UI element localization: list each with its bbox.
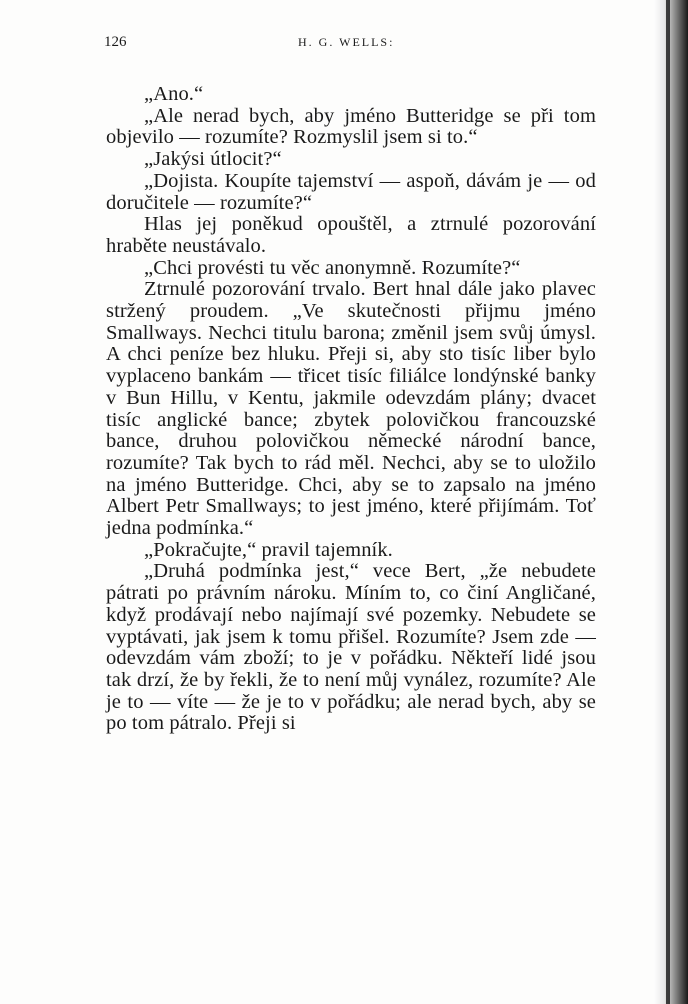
paragraph: „Druhá podmínka jest,“ vece Bert, „že nebudete pátrati po právním nároku. Míním to, co činí Angličané, když prodávají nebo najímají své pozemky. Nebudete se vyptávati, jak jsem k tomu přišel. Rozumíte? Jsem zde — odevzdám vám zboží; to je v pořádku. Někteří lidé jsou tak drzí, že by řekli, že to není můj vynález, rozumíte? Ale je to — víte — že je to v pořádku; ale nerad bych, aby se po tom pátralo. Přeji si <box>106 560 596 735</box>
paragraph: „Ale nerad bych, aby jméno Butteridge se při tom objevilo — rozumíte? Rozmyslil jsem si to.“ <box>106 104 596 149</box>
page-edge-line <box>666 0 670 1004</box>
paragraph: Ztrnulé pozorování trvalo. Bert hnal dále jako plavec stržený proudem. „Ve skutečnosti přijmu jméno Smallways. Nechci titulu barona; změnil jsem svůj úmysl. A chci peníze bez hluku. Přeji si, aby sto tisíc liber bylo vyplaceno bankám — třicet tisíc filiálce londýnské banky v Bun Hillu, v Kentu, jakmile odevzdám plány; dvacet tisíc anglické bance; zbytek polovičkou francouzské bance, druhou polovičkou německé národní bance, rozumíte? Tak bych to rád měl. Nechci, aby se to uložilo na jméno Butteridge. Chci, aby se to zapsalo na jméno Albert Petr Smallways; to jest jméno, které přijímám. Toť jedna podmínka.“ <box>106 278 596 540</box>
paragraph: Hlas jej poněkud opouštěl, a ztrnulé pozorování hraběte neustávalo. <box>106 213 596 257</box>
paragraph: „Ano.“ <box>144 83 204 105</box>
page-edge-shadow <box>654 0 688 1004</box>
page-number: 126 <box>104 34 127 50</box>
paragraph: „Jakýsi útlocit?“ <box>144 148 282 171</box>
header-author: H. G. WELLS: <box>298 35 395 49</box>
body-text <box>106 84 596 735</box>
paragraph: „Pokračujte,“ pravil tajemník. <box>144 538 393 561</box>
paragraph: „Chci provésti tu věc anonymně. Rozumíte?“ <box>144 256 521 279</box>
paragraph: „Dojista. Koupíte tajemství — aspoň, dávám je — od doručitele — rozumíte?“ <box>106 169 596 214</box>
running-head <box>104 34 604 54</box>
